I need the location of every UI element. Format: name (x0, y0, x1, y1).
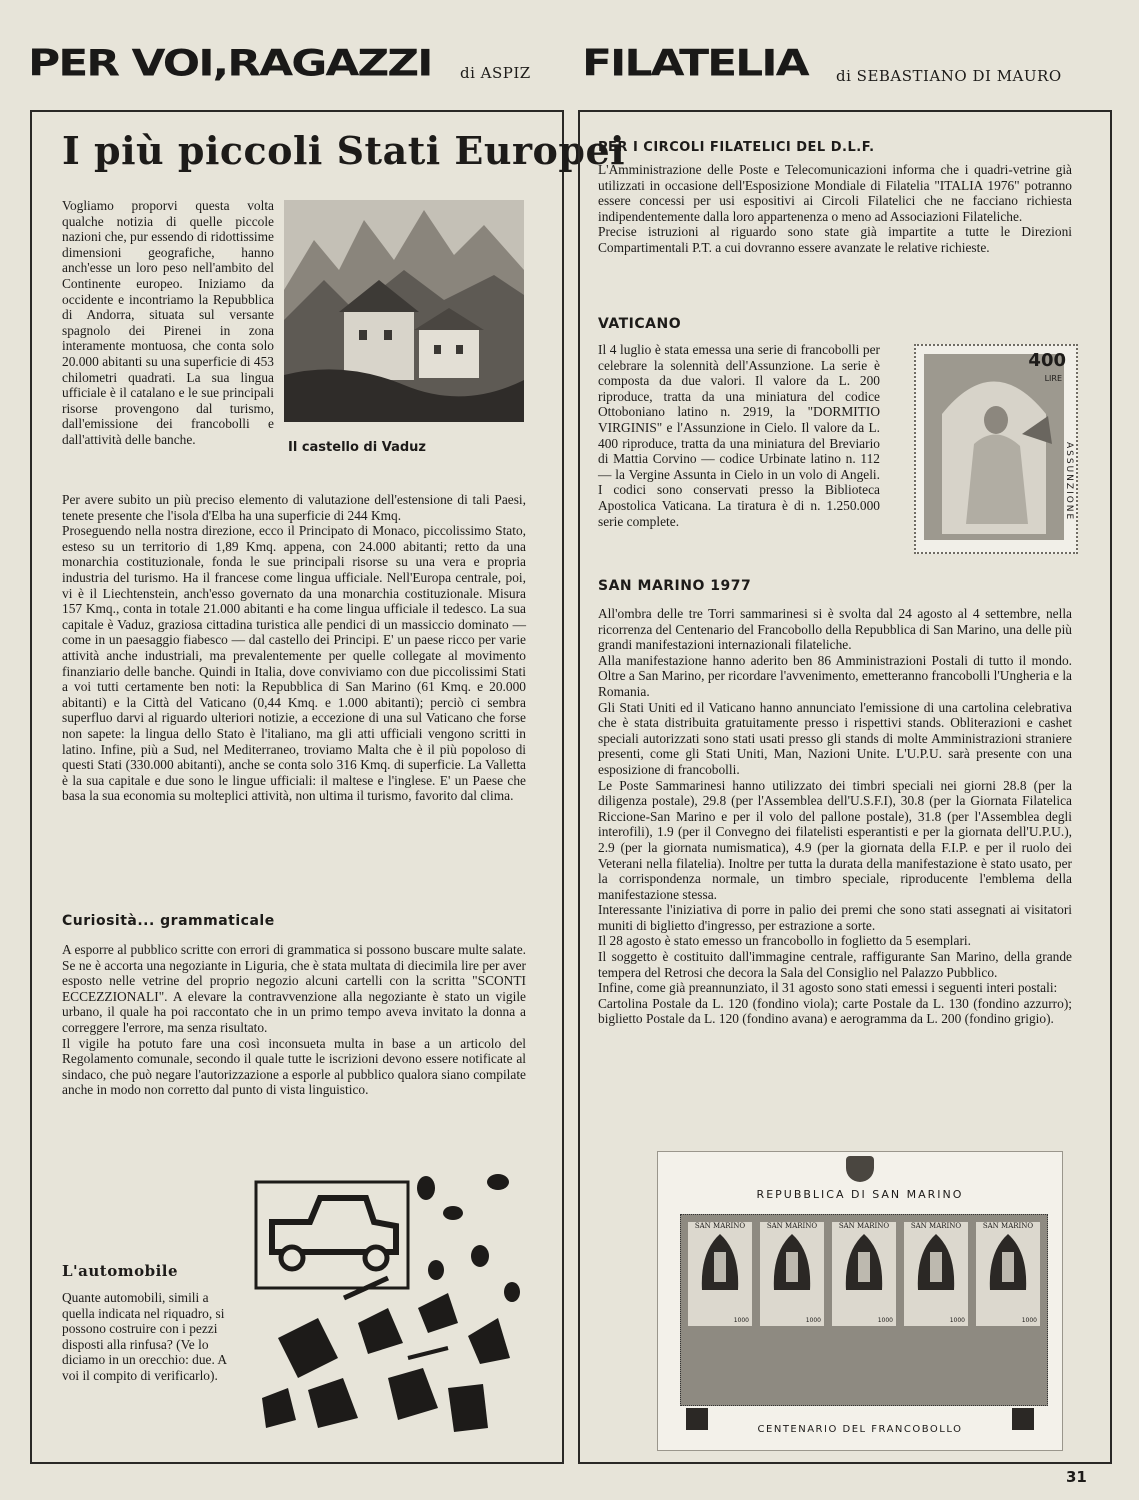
san-marino-figure-1 (688, 1230, 752, 1310)
san-marino-figure-4 (904, 1230, 968, 1310)
san-marino-figure-2 (760, 1230, 824, 1310)
puzzle-pieces-illustration (248, 1158, 528, 1448)
sm-paragraph-8: Infine, come già preannunziato, il 31 agosto sono stati emessi i seguenti interi postali: (598, 980, 1058, 996)
san-marino-figure-5 (976, 1230, 1040, 1310)
sheet-stamp-1 (688, 1222, 752, 1326)
elba-paragraph: Per avere subito un più preciso elemento di valutazione dell'estensione di tali Paesi, tenete presente che l'isola d'Elba ha una superficie di 244 Kmq. (62, 492, 526, 523)
article-headline: I più piccoli Stati Europei (62, 128, 626, 173)
vatican-stamp (914, 344, 1078, 554)
curiosita-paragraph-2: Il vigile ha potuto fare una così inconsueta multa in base a un articolo del Regolamento comunale, secondo il quale tutte le iscrizioni devono essere notificate al sindaco, che può negare l'autorizzazione a esporle al pubblico qualora siano compilate anche in modo non corretto dal punto di vista linguistico. (62, 1035, 526, 1098)
curiosita-body (62, 942, 526, 1098)
sheet-stamp-3 (832, 1222, 896, 1326)
section-title-ragazzi: PER VOI,RAGAZZI (28, 42, 432, 85)
san-marino-figure-3 (832, 1230, 896, 1310)
article-intro-wrapped (62, 198, 274, 448)
car-puzzle-image (248, 1158, 528, 1448)
sm-paragraph-1: All'ombra delle tre Torri sammarinesi si è svolta dal 24 agosto al 4 settembre, nella ricorrenza del Centenario del Francobollo della Repubblica di San Marino, una delle più grandi manifestazioni internazionali filateliche. (598, 606, 1072, 653)
coat-of-arms-icon (846, 1156, 874, 1182)
article-body (62, 492, 526, 804)
sheet-stamp-5-label: SAN MARINO (982, 1222, 1034, 1230)
curiosita-paragraph-1: A esporre al pubblico scritte con errori di grammatica si possono buscare multe salate. Se ne è accorta una negoziante in Liguria, che è stata multata di diecimila lire per aver esposto nelle vetrine del proprio negozio alcuni cartelli con la scritta "SCONTI ECCEZZIONALI". A elevare la contravvenzione alla negoziante è stato un vigile urbano, il quale ha poi raccontato che in un primo tempo aveva invitato la donna a correggere l'errore, ma senza risultato. (62, 942, 526, 1035)
san-marino-body (598, 606, 1072, 1027)
stamp-value: 400 (1028, 350, 1066, 371)
right-byline: di SEBASTIANO DI MAURO (836, 67, 1062, 85)
sheet-stamp-1-label: SAN MARINO (694, 1222, 746, 1230)
vaticano-heading: VATICANO (598, 316, 682, 332)
dlf-body (598, 162, 1072, 256)
sm-paragraph-9: Cartolina Postale da L. 120 (fondino viola); carte Postale da L. 130 (fondino azzurro); biglietto Postale da L. 120 (fondino avana) e aerogramma da L. 200 (fondino grigio). (598, 995, 1072, 1027)
sm-paragraph-2: Alla manifestazione hanno aderito ben 86 Amministrazioni Postali di tutto il mondo. Oltre a San Marino, per ricordare l'avvenimento, emetteranno francobolli l'Ungheria e la Romania. (598, 652, 1072, 699)
sheet-stamp-2-label: SAN MARINO (766, 1222, 818, 1230)
states-paragraph: Proseguendo nella nostra direzione, ecco il Principato di Monaco, piccolissimo Stato, esteso su un territorio di 1,89 Kmq. appena, con 24.000 abitanti; retto da una monarchia costituzionale, fonda le sue principali risorse su una vera e propria industria del turismo. Ha il francese come lingua ufficiale. Nell'Europa centrale, poi, vi è il Liechtenstein, anch'esso governato da una monarchia costituzionale. Misura 157 Kmq., conta in totale 21.000 abitanti e ha come lingua ufficiale il tedesco. La sua capitale è Vaduz, graziosa cittadina turistica alle pendici di un massiccio dominato — come in un paesaggio fiabesco — dal castello dei Principi. E' un paese ricco per varie attività anche industriali, ma prevalentemente per quelle collegate al movimento finanziario delle banche. Quindi in Italia, dove conviviamo con due piccolissimi Stati a voi tutti certamente ben noti: la Repubblica di San Marino (61 Kmq. e 20.000 abitanti) e la Città del Vaticano (0,44 Kmq. e 1.000 abitanti); perciò ci sembra superfluo darvi al riguardo ulteriori notizie, a eccezione di una sul Vaticano che forse non sapete: la lingua dello Stato è l'italiano, ma gli atti ufficiali vengono scritti in latino. Infine, più a Sud, nel Mediterraneo, troviamo Malta che è il più popoloso di questi Stati (330.000 abitanti), anche se conta solo 316 Kmq. di superficie. La Valletta è la sua capitale e due sono le lingue ufficiali: il maltese e l'inglese. E' un Paese che basa la sua economia su molteplici attività, non ultima il turismo, favorito dal clima. (62, 523, 526, 804)
castle-illustration (284, 200, 524, 422)
sheet-stamp-4 (904, 1222, 968, 1326)
sheet-top-text: REPUBBLICA DI SAN MARINO (756, 1188, 964, 1201)
sheet-stamp-2-value: 1000 (805, 1317, 821, 1324)
vaticano-body (598, 342, 880, 529)
sheet-bottom-text: CENTENARIO DEL FRANCOBOLLO (757, 1424, 963, 1435)
stamp-currency: LIRE (1044, 374, 1062, 383)
sm-paragraph-6: Il 28 agosto è stato emesso un francobollo in foglietto da 5 esemplari. (598, 933, 971, 949)
stamp-frame (924, 354, 1064, 540)
san-marino-souvenir-sheet (658, 1152, 1062, 1450)
dlf-paragraph-2: Precise istruzioni al riguardo sono state già impartite a tutte le Direzioni Compartimentali P.T. a cui dovranno essere avanzate le relative richieste. (598, 224, 1072, 255)
vaticano-paragraph: Il 4 luglio è stata emessa una serie di francobolli per celebrare la solennità dell'Assunzione. La serie è composta da due valori. Il valore da L. 200 riproduce, tratta da una miniatura del codice Ottoboniano latino n. 2919, la "DORMITIO VIRGINIS" e l'Assunzione in Cielo. Il valore da L. 400 riproduce, tratta da una miniatura del Breviario di Mattia Corvino — codice Urbinate latino n. 112 — la Vergine Assunta in Cielo in un volo di Angeli. I codici sono conservati presso la Biblioteca Apostolica Vaticana. La tiratura è di n. 1.250.000 serie complete. (598, 342, 880, 529)
sheet-stamp-2 (760, 1222, 824, 1326)
dlf-heading: PER I CIRCOLI FILATELICI DEL D.L.F. (598, 140, 875, 155)
page-number: 31 (1066, 1468, 1087, 1486)
sheet-stamp-4-label: SAN MARINO (910, 1222, 962, 1230)
dlf-paragraph-1: L'Amministrazione delle Poste e Telecomunicazioni informa che i quadri-vetrine già utilizzati in occasione dell'Esposizione Mondiale di Filatelia "ITALIA 1976" potranno essere concessi per usi espositivi ai Circoli Filatelici che ne facciano richiesta indipendentemente dalla loro appartenenza o meno ad Associazioni Filateliche. (598, 162, 1072, 224)
stamp-word: ASSUNZIONE (1064, 442, 1074, 522)
curiosita-heading: Curiosità... grammaticale (62, 913, 275, 929)
sm-paragraph-4: Le Poste Sammarinesi hanno utilizzato dei timbri speciali nei giorni 28.8 (per la diligenza postale), 29.8 (per l'Assemblea dell'U.S.F.I), 30.8 (per la Giornata Filatelica Riccione-San Marino e per il volo del pallone postale), 31.8 (per l'Assemblea degli interofili), 1.9 (per il Convegno dei filatelisti esperantisti e per la giornata dell'U.P.U.), 2.9 (per la giornata numismatica), 4.9 (per la giornata della F.I.P. e per il ruolo dei Veterani nella filatelia). Inoltre per tutta la durata della manifestazione è stato usato, per la corrispondenza normale, un timbro speciale, riproducente l'emblema della manifestazione stessa. (598, 777, 1072, 902)
photo-caption: Il castello di Vaduz (288, 440, 426, 455)
san-marino-heading: SAN MARINO 1977 (598, 578, 752, 594)
automobile-text: Quante automobili, simili a quella indicata nel riquadro, si possono costruire con i pezzi disposti alla rinfusa? (Ve lo diciamo in un orecchio: due. A voi il compito di verificarlo). (62, 1290, 227, 1383)
assumption-virgin-illustration (924, 354, 1064, 540)
sheet-stamp-1-value: 1000 (733, 1317, 749, 1324)
sheet-stamp-5 (976, 1222, 1040, 1326)
sheet-stamp-4-value: 1000 (949, 1317, 965, 1324)
sheet-stamp-3-label: SAN MARINO (838, 1222, 890, 1230)
section-title-filatelia: FILATELIA (582, 42, 808, 85)
sheet-stamp-5-value: 1000 (1021, 1317, 1037, 1324)
sheet-stamp-3-value: 1000 (877, 1317, 893, 1324)
sm-paragraph-7: Il soggetto è costituito dall'immagine centrale, raffigurante San Marino, della grande tempera del Retrosi che decora la Sala del Consiglio nel Palazzo Pubblico. (598, 949, 1072, 980)
intro-paragraph: Vogliamo proporvi questa volta qualche notizia di quelle piccole nazioni che, pur essendo di ridottissime dimensioni geografiche, hanno anch'esse un loro peso nell'ambito del Continente europeo. Iniziamo da occidente e incontriamo la Repubblica di Andorra, situata sul versante spagnolo dei Pirenei in zona interamente montuosa, che conta solo 20.000 abitanti su una superficie di 453 chilometri quadrati. La sua lingua ufficiale è il catalano e le sue principali risorse provengono dal turismo, dall'emissione dei francobolli e dall'attività delle banche. (62, 198, 274, 447)
sm-paragraph-5: Interessante l'iniziativa di porre in palio dei premi che sono stati assegnati ai visitatori muniti di biglietto d'ingresso, per estrazione a sorte. (598, 902, 1072, 933)
left-byline: di ASPIZ (460, 64, 531, 82)
automobile-heading: L'automobile (62, 1262, 179, 1280)
sm-paragraph-3: Gli Stati Uniti ed il Vaticano hanno annunciato l'emissione di una cartolina celebrativa che è stata distribuita gratuitamente presso i rispettivi stands. Obliterazioni e cashet speciali autorizzati sono stati usati presso gli stands di molte Amministrazioni straniere presenti, come gli Stati Uniti, Man, Nazioni Unite. L'U.P.U. sarà presente con una esposizione di francobolli. (598, 699, 1072, 777)
automobile-body (62, 1290, 242, 1384)
vaduz-castle-photo (284, 200, 524, 422)
